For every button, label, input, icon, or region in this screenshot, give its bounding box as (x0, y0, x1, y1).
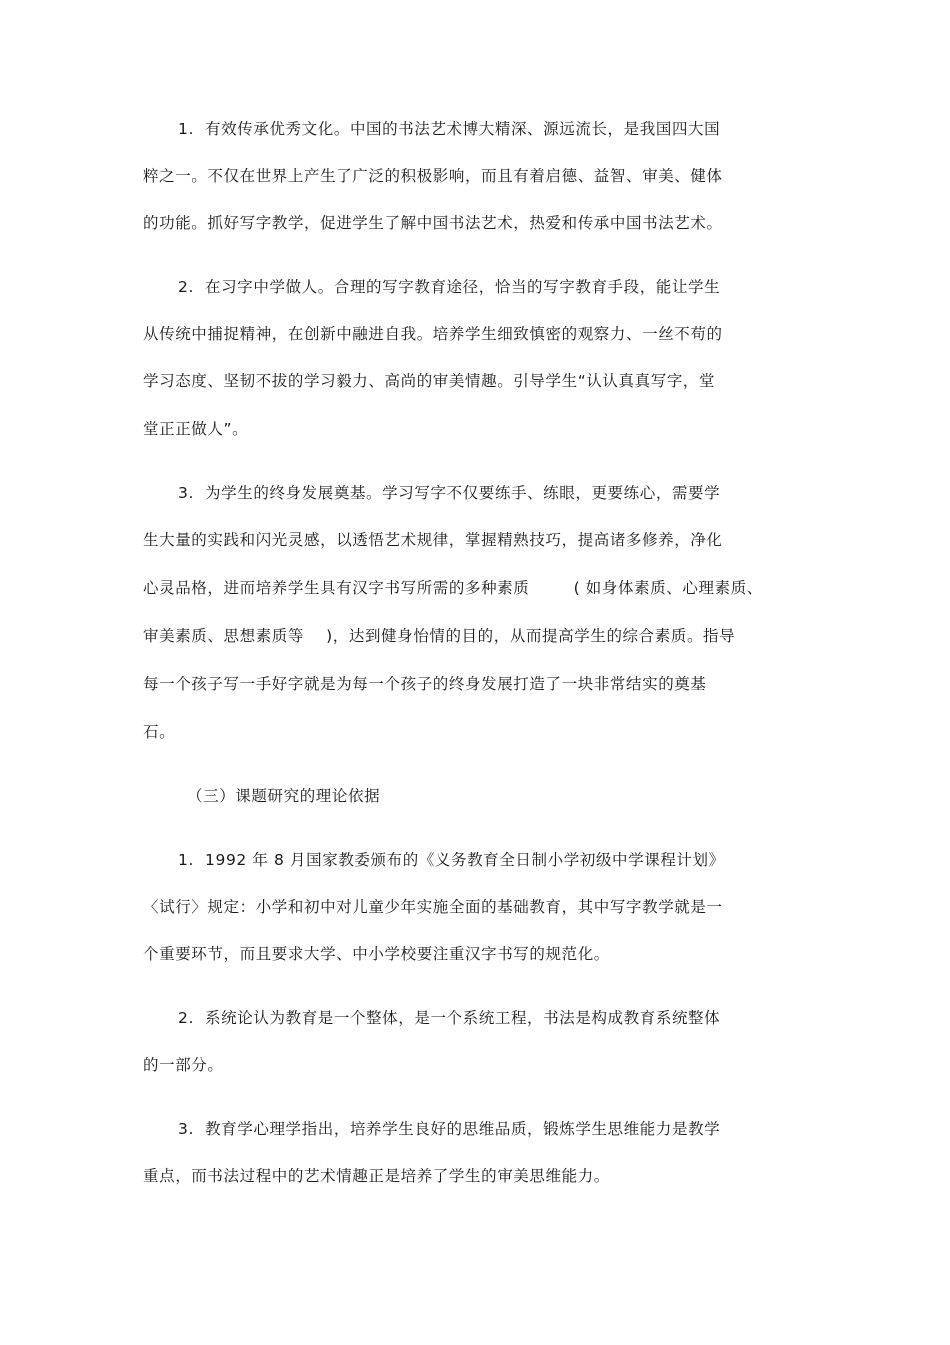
paragraph-3-line-1: 3. 为学生的终身发展奠基。学习写字不仅要练手、练眼，更要练心，需要学 (178, 484, 721, 502)
paragraph-3-line-6: 石。 (143, 723, 176, 741)
paragraph-3-line-5: 每一个孩子写一手好字就是为每一个孩子的终身发展打造了一块非常结实的奠基 (143, 675, 707, 693)
paragraph-2-line-3: 学习态度、坚韧不拔的学习毅力、高尚的审美情趣。引导学生“认认真真写字，堂 (143, 372, 716, 390)
paragraph-1-line-2: 粹之一。不仅在世界上产生了广泛的积极影响，而且有着启德、益智、审美、健体 (143, 167, 723, 185)
paragraph-2-line-2: 从传统中捕捉精神，在创新中融进自我。培养学生细致慎密的观察力、一丝不苟的 (143, 325, 723, 343)
paragraph-2-line-1: 2. 在习字中学做人。合理的写字教育途径，恰当的写字教育手段，能让学生 (178, 278, 721, 296)
paragraph-4-line-2: 〈试行〉规定：小学和初中对儿童少年实施全面的基础教育，其中写字教学就是一 (143, 898, 723, 916)
paragraph-3-line-4: 审美素质、思想素质等 )，达到健身怡情的目的，从而提高学生的综合素质。指导 (143, 627, 736, 645)
paragraph-1-line-1: 1. 有效传承优秀文化。中国的书法艺术博大精深、源远流长，是我国四大国 (178, 120, 721, 138)
paragraph-3-line-3: 心灵品格，进而培养学生具有汉字书写所需的多种素质 ( 如身体素质、心理素质、 (143, 579, 763, 597)
paragraph-2-line-4: 堂正正做人”。 (143, 420, 249, 438)
paragraph-1-line-3: 的功能。抓好写字教学，促进学生了解中国书法艺术，热爱和传承中国书法艺术。 (143, 214, 723, 232)
paragraph-6-line-1: 3. 教育学心理学指出，培养学生良好的思维品质，锻炼学生思维能力是教学 (178, 1120, 721, 1138)
paragraph-5-line-1: 2. 系统论认为教育是一个整体，是一个系统工程，书法是构成教育系统整体 (178, 1009, 721, 1027)
paragraph-4-line-1: 1. 1992 年 8 月国家教委颁布的《义务教育全日制小学初级中学课程计划》 (178, 851, 725, 869)
paragraph-6-line-2: 重点，而书法过程中的艺术情趣正是培养了学生的审美思维能力。 (143, 1167, 610, 1185)
paragraph-5-line-2: 的一部分。 (143, 1056, 224, 1074)
paragraph-4-line-3: 个重要环节，而且要求大学、中小学校要注重汉字书写的规范化。 (143, 945, 610, 963)
paragraph-3-line-2: 生大量的实践和闪光灵感，以透悟艺术规律，掌握精熟技巧，提高诸多修养，净化 (143, 531, 723, 549)
section-heading: （三）课题研究的理论依据 (187, 787, 381, 805)
